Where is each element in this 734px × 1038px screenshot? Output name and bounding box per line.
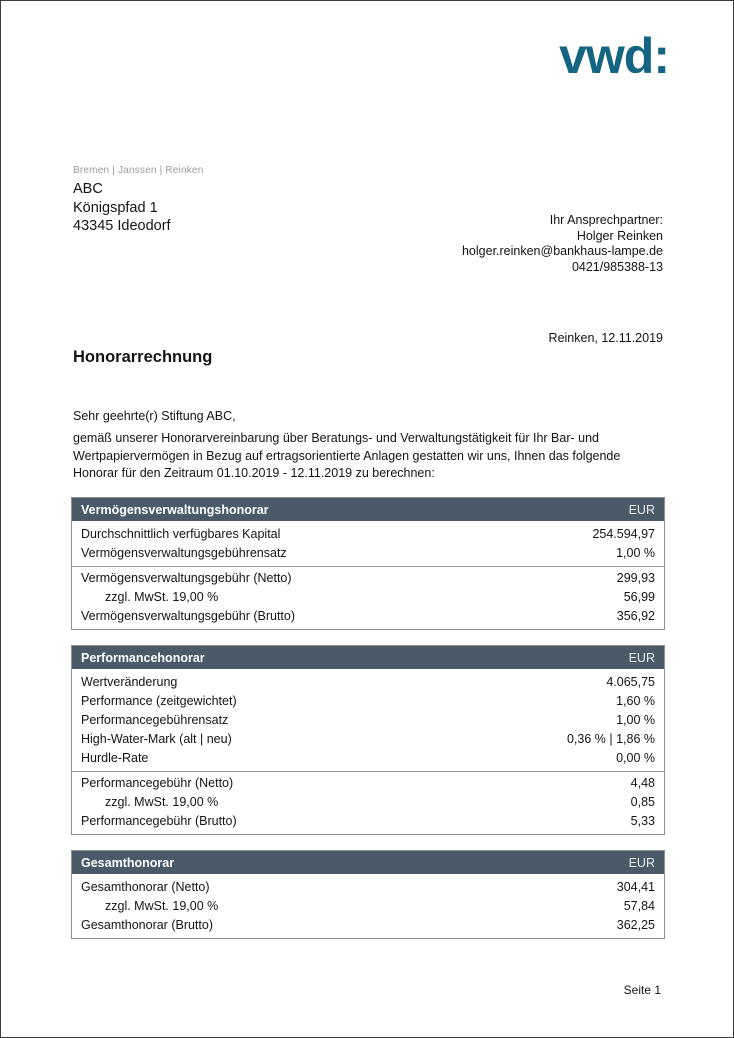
row-label: Performancegebührensatz <box>81 713 229 727</box>
table-row <box>72 569 664 588</box>
table-row <box>72 812 664 831</box>
table-row <box>72 607 664 626</box>
table-title: Vermögensverwaltungshonorar <box>81 502 269 517</box>
table-row <box>72 916 664 935</box>
row-label: Vermögensverwaltungsgebühr (Brutto) <box>81 609 296 623</box>
row-value: 56,99 <box>623 590 655 604</box>
recipient-street: Königspfad 1 <box>73 199 158 216</box>
sender-line: Bremen | Janssen | Reinken <box>73 165 204 176</box>
contact-email: holger.reinken@bankhaus-lampe.de <box>461 244 663 258</box>
row-value: 1,00 % <box>616 713 655 727</box>
table-header <box>72 646 664 669</box>
page-title: Honorarrechnung <box>73 348 213 366</box>
performance-fee-table <box>71 645 665 835</box>
recipient-name: ABC <box>73 181 103 197</box>
table-row <box>72 525 664 544</box>
asset-management-fee-table <box>71 497 665 630</box>
salutation: Sehr geehrte(r) Stiftung ABC, <box>73 409 236 423</box>
row-value: 0,00 % <box>616 751 655 765</box>
row-value: 1,60 % <box>616 694 655 708</box>
row-label: Durchschnittlich verfügbares Kapital <box>81 527 281 541</box>
row-label: Vermögensverwaltungsgebühr (Netto) <box>81 571 292 585</box>
date-line: Reinken, 12.11.2019 <box>548 331 663 345</box>
table-row <box>72 544 664 563</box>
row-value: 299,93 <box>616 571 655 585</box>
row-label: Gesamthonorar (Netto) <box>81 880 210 894</box>
table-title: Performancehonorar <box>81 650 205 665</box>
row-label: zzgl. MwSt. 19,00 % <box>105 590 219 604</box>
table-title: Gesamthonorar <box>81 855 175 870</box>
table-unit-label: EUR <box>628 855 655 870</box>
table-unit-label: EUR <box>628 502 655 517</box>
row-label: Vermögensverwaltungsgebührensatz <box>81 546 287 560</box>
recipient-address-block <box>73 180 171 236</box>
table-section <box>72 771 664 834</box>
intro-paragraph: gemäß unserer Honorarvereinbarung über Beratungs- und Verwaltungstätigkeit für Ihr Bar- und Wertpapiervermögen in Bezug auf ertragsorientierte Anlagen gestatten wir uns, Ihnen das folgende Honorar für den Zeitraum 01.10.2019 - 12.11.2019 zu berechnen: <box>73 431 621 480</box>
table-section <box>72 876 664 938</box>
table-section <box>72 566 664 629</box>
table-section <box>72 671 664 771</box>
table-row <box>72 897 664 916</box>
table-row <box>72 774 664 793</box>
row-value: 254.594,97 <box>592 527 655 541</box>
contact-block <box>462 213 663 275</box>
row-value: 0,85 <box>630 795 655 809</box>
table-section <box>72 523 664 566</box>
table-row <box>72 711 664 730</box>
table-header <box>72 498 664 521</box>
table-row <box>72 588 664 607</box>
table-row <box>72 673 664 692</box>
vwd-logo: vwd: <box>559 28 669 84</box>
row-value: 1,00 % <box>616 546 655 560</box>
table-row <box>72 749 664 768</box>
row-label: Performancegebühr (Netto) <box>81 776 234 790</box>
row-value: 304,41 <box>616 880 655 894</box>
row-label: Hurdle-Rate <box>81 751 149 765</box>
contact-person: Holger Reinken <box>576 228 663 243</box>
row-label: zzgl. MwSt. 19,00 % <box>105 795 219 809</box>
table-unit-label: EUR <box>628 650 655 665</box>
table-row <box>72 730 664 749</box>
row-label: Wertveränderung <box>81 675 178 689</box>
contact-phone: 0421/985388-13 <box>571 259 663 274</box>
page-number: Seite 1 <box>623 983 661 997</box>
fee-tables <box>71 497 665 954</box>
table-row <box>72 692 664 711</box>
contact-heading: Ihr Ansprechpartner: <box>549 213 663 227</box>
table-header <box>72 851 664 874</box>
recipient-city: 43345 Ideodorf <box>73 218 171 234</box>
total-fee-table <box>71 850 665 939</box>
table-row <box>72 878 664 897</box>
row-value: 4.065,75 <box>606 675 655 689</box>
row-value: 5,33 <box>630 814 655 828</box>
row-label: Gesamthonorar (Brutto) <box>81 918 213 932</box>
row-value: 0,36 % | 1,86 % <box>566 732 655 746</box>
row-label: zzgl. MwSt. 19,00 % <box>105 899 219 913</box>
row-value: 356,92 <box>616 609 655 623</box>
row-label: High-Water-Mark (alt | neu) <box>81 732 232 746</box>
row-label: Performancegebühr (Brutto) <box>81 814 237 828</box>
row-value: 57,84 <box>623 899 655 913</box>
row-value: 4,48 <box>630 776 655 790</box>
row-label: Performance (zeitgewichtet) <box>81 694 237 708</box>
row-value: 362,25 <box>616 918 655 932</box>
table-row <box>72 793 664 812</box>
